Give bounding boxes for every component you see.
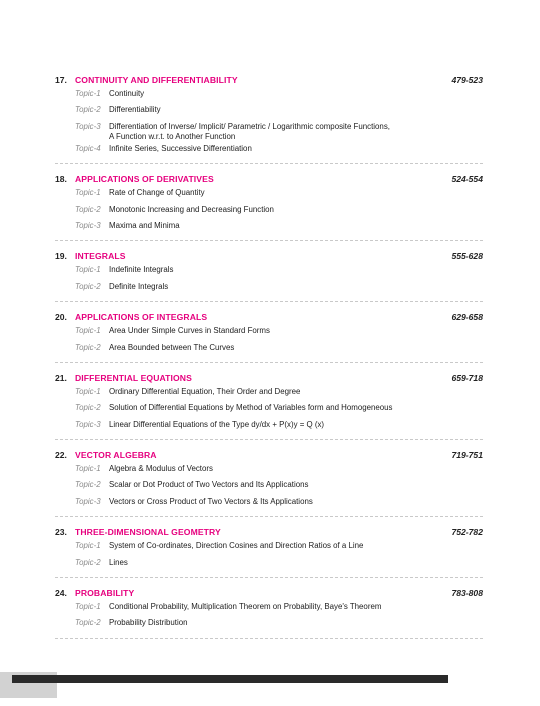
chapter-entry (55, 309, 483, 363)
topic-label: Topic-1 (75, 89, 101, 98)
topic-title (109, 265, 483, 276)
topic-label: Topic-2 (75, 480, 101, 490)
chapter-title: DIFFERENTIAL EQUATIONS (75, 372, 192, 383)
topic-label: Topic-1 (75, 265, 101, 275)
topic-label: Topic-3 (75, 419, 101, 429)
topic-row (55, 540, 483, 556)
chapter-page-range: 555-628 (451, 251, 483, 262)
chapter-page-range: 783-808 (451, 588, 483, 599)
chapter-entry (55, 447, 483, 517)
chapter-page-range: 719-751 (451, 450, 483, 461)
chapter-number: 19. (55, 251, 67, 262)
topic-label: Topic-3 (75, 496, 101, 506)
topic-title (109, 205, 483, 216)
topic-title-line: Lines (109, 557, 128, 567)
topic-row (55, 143, 483, 159)
chapter-heading (55, 72, 483, 88)
topic-label: Topic-1 (75, 602, 101, 612)
chapter-heading (55, 309, 483, 325)
chapter-title: APPLICATIONS OF INTEGRALS (75, 312, 208, 323)
topic-title (109, 480, 483, 491)
chapter-title: CONTINUITY AND DIFFERENTIABILITY (75, 75, 238, 85)
chapter-title: VECTOR ALGEBRA (75, 450, 157, 461)
topic-title (109, 89, 483, 100)
chapter-page-range: 479-523 (451, 75, 483, 85)
chapter-number: 22. (55, 450, 67, 461)
topic-title (109, 464, 483, 475)
topic-title-line: Scalar or Dot Product of Two Vectors and Its Applications (109, 480, 309, 490)
topic-label: Topic-3 (75, 220, 101, 230)
chapter-title: INTEGRALS (75, 251, 126, 262)
topic-row (55, 342, 483, 358)
topic-title-line: Differentiability (109, 105, 161, 115)
chapter-page-range: 629-658 (451, 312, 483, 323)
topic-row (55, 264, 483, 280)
chapter-entry (55, 248, 483, 302)
topic-title-line: A Function w.r.t. to Another Function (109, 132, 236, 142)
topic-label: Topic-1 (75, 188, 101, 198)
topic-row (55, 419, 483, 435)
topic-title (109, 105, 483, 116)
topic-row (55, 479, 483, 495)
chapter-page-range: 752-782 (451, 527, 483, 538)
topic-row (55, 601, 483, 617)
chapter-title: PROBABILITY (75, 588, 135, 599)
chapter-number: 18. (55, 174, 67, 185)
chapter-title: THREE-DIMENSIONAL GEOMETRY (75, 527, 221, 538)
topic-title (109, 122, 483, 143)
chapter-number: 24. (55, 588, 67, 599)
chapter-heading (55, 585, 483, 601)
chapter-heading (55, 370, 483, 386)
table-of-contents (55, 72, 483, 646)
topic-title-line: Maxima and Minima (109, 220, 180, 230)
topic-row (55, 463, 483, 479)
topic-title-line: Conditional Probability, Multiplication Theorem on Probability, Baye's Theorem (109, 602, 382, 612)
topic-title-line: Monotonic Increasing and Decreasing Function (109, 204, 274, 214)
topic-label: Topic-1 (75, 386, 101, 396)
topic-title-line: Continuity (109, 89, 145, 98)
chapter-page-range: 524-554 (451, 174, 483, 185)
chapter-entry (55, 524, 483, 578)
topic-title (109, 188, 483, 199)
chapter-number: 20. (55, 312, 67, 323)
topic-title (109, 144, 483, 155)
topic-row (55, 104, 483, 120)
topic-row (55, 204, 483, 220)
chapter-heading (55, 447, 483, 463)
topic-row (55, 88, 483, 104)
topic-title (109, 343, 483, 354)
topic-row (55, 281, 483, 297)
chapter-entry (55, 171, 483, 241)
topic-title-line: Differentiation of Inverse/ Implicit/ Parametric / Logarithmic composite Functions, (109, 121, 390, 131)
chapter-number: 23. (55, 527, 67, 538)
topic-title-line: Algebra & Modulus of Vectors (109, 464, 213, 474)
topic-row (55, 557, 483, 573)
topic-row (55, 617, 483, 633)
chapter-entry (55, 370, 483, 440)
topic-title (109, 282, 483, 293)
topic-label: Topic-1 (75, 326, 101, 336)
topic-label: Topic-2 (75, 204, 101, 214)
topic-title-line: Indefinite Integrals (109, 265, 174, 275)
chapter-number: 21. (55, 372, 67, 383)
topic-title (109, 541, 483, 552)
topic-label: Topic-2 (75, 281, 101, 291)
topic-title-line: Linear Differential Equations of the Type dy/dx + P(x)y = Q (x) (109, 419, 325, 429)
topic-title (109, 558, 483, 569)
chapter-title: APPLICATIONS OF DERIVATIVES (75, 174, 214, 185)
topic-label: Topic-2 (75, 557, 101, 567)
topic-label: Topic-1 (75, 464, 101, 474)
topic-title-line: Ordinary Differential Equation, Their Order and Degree (109, 386, 301, 396)
topic-row (55, 121, 483, 143)
topic-row (55, 220, 483, 236)
chapter-entry (55, 72, 483, 164)
chapter-heading (55, 248, 483, 264)
topic-title (109, 602, 483, 613)
topic-label: Topic-2 (75, 105, 101, 115)
topic-label: Topic-2 (75, 403, 101, 413)
topic-title (109, 326, 483, 337)
topic-title (109, 497, 483, 508)
topic-title (109, 403, 483, 414)
topic-row (55, 325, 483, 341)
topic-row (55, 386, 483, 402)
topic-label: Topic-2 (75, 618, 101, 628)
chapter-entry (55, 585, 483, 639)
topic-row (55, 496, 483, 512)
topic-title-line: Solution of Differential Equations by Method of Variables form and Homogeneous (109, 403, 393, 413)
topic-title (109, 420, 483, 431)
topic-title-line: Infinite Series, Successive Differentiation (109, 143, 252, 153)
topic-title-line: Definite Integrals (109, 281, 169, 291)
footer-bar (12, 675, 448, 683)
topic-title-line: Probability Distribution (109, 618, 188, 628)
topic-label: Topic-2 (75, 342, 101, 352)
topic-row (55, 402, 483, 418)
chapter-heading (55, 524, 483, 540)
topic-title-line: Area Under Simple Curves in Standard Forms (109, 326, 270, 336)
topic-label: Topic-1 (75, 541, 101, 551)
topic-title-line: Vectors or Cross Product of Two Vectors & Its Applications (109, 496, 313, 506)
topic-label: Topic-3 (75, 121, 101, 131)
topic-label: Topic-4 (75, 143, 101, 153)
topic-row (55, 187, 483, 203)
topic-title (109, 387, 483, 398)
topic-title-line: Area Bounded between The Curves (109, 342, 235, 352)
chapter-heading (55, 171, 483, 187)
topic-title (109, 221, 483, 232)
topic-title-line: Rate of Change of Quantity (109, 188, 205, 198)
topic-title (109, 618, 483, 629)
chapter-page-range: 659-718 (451, 372, 483, 383)
chapter-number: 17. (55, 75, 67, 85)
topic-title-line: System of Co-ordinates, Direction Cosines and Direction Ratios of a Line (109, 541, 364, 551)
